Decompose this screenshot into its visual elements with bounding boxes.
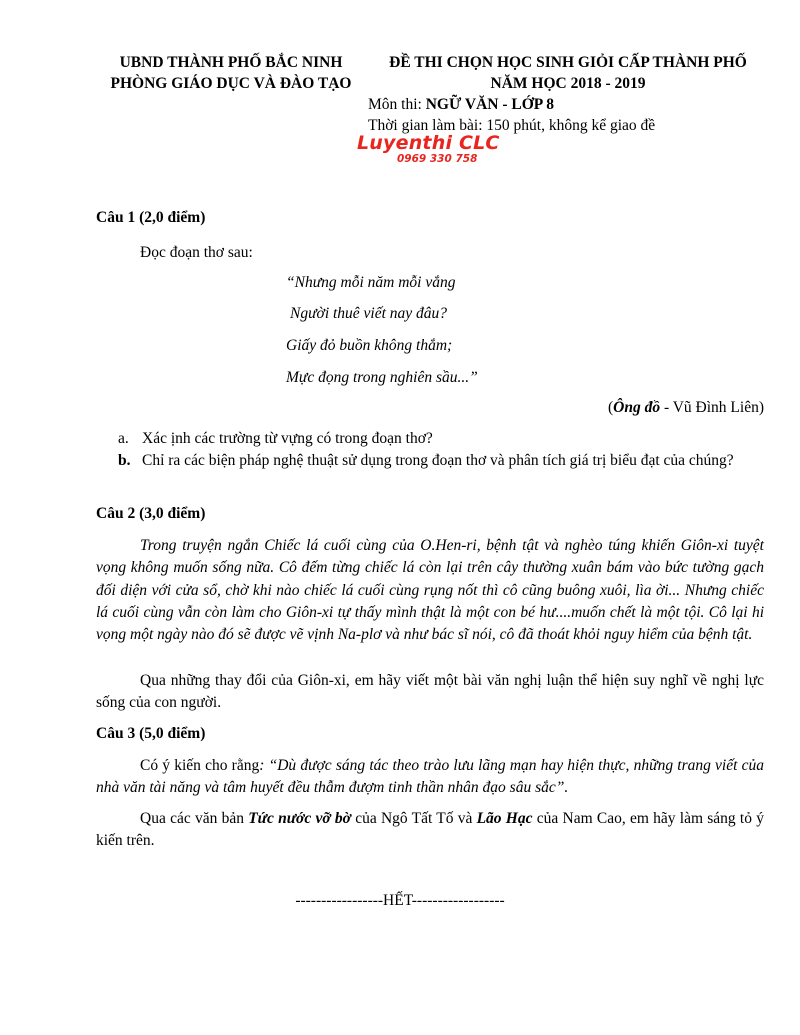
q3-work-1: Tức nước vỡ bờ bbox=[248, 810, 351, 827]
subject-label: Môn thi: bbox=[368, 96, 426, 113]
watermark-phone: 0969 330 758 bbox=[397, 153, 478, 165]
authority-line-1: UBND THÀNH PHỐ BẮC NINH bbox=[119, 54, 343, 71]
q3-intro: Có ý kiến cho rằng bbox=[140, 757, 260, 774]
q3-title: Câu 3 (5,0 điểm) bbox=[96, 725, 206, 742]
q2-passage: Trong truyện ngắn Chiếc lá cuối cùng của O.Hen-ri, bệnh tật và nghèo túng khiến Giôn-xi tuyệt vọng không muốn sống nữa. Cô đếm từng chiếc lá còn lại trên cây thường xuân bám vào bức tường gạch đối diện với cửa sổ, chờ khi nào chiếc lá cuối cùng rụng nốt thì cô cũng buông xuôi, lìa ời... Nhưng chiếc lá cuối cùng vẫn còn làm cho Giôn-xi tự thấy mình thật là một con bé hư....muốn chết là một tội. Cô lại hi vọng một ngày nào đó sẽ được vẽ vịnh Na-plơ và như bác sĩ nói, cô đã thoát khỏi nguy hiểm của bệnh tật. bbox=[96, 537, 764, 644]
authority-line-2: PHÒNG GIÁO DỤC VÀ ĐÀO TẠO bbox=[110, 75, 352, 92]
poem-line-1: “Nhưng mỗi năm mỗi vắng bbox=[286, 274, 456, 291]
q3-task-part-2: của Ngô Tất Tố và bbox=[350, 810, 477, 827]
q1-a-label: a. bbox=[118, 430, 129, 447]
q1-intro: Đọc đoạn thơ sau: bbox=[140, 244, 253, 261]
q1-a-text: Xác ịnh các trường từ vựng có trong đoạn thơ? bbox=[142, 430, 433, 447]
q3-task-part-1: Qua các văn bản bbox=[140, 810, 249, 827]
watermark-stamp bbox=[357, 133, 500, 165]
q3-task-part-3: của Nam Cao, em hãy làm sáng tỏ ý kiến trên. bbox=[96, 810, 764, 849]
q3-task bbox=[96, 808, 764, 852]
q3-quote: “Dù được sáng tác theo trào lưu lãng mạn hay hiện thực, những trang viết của nhà văn tài năng và tâm huyết đều thẫm đượm tinh thần nhân đạo sâu sắc”. bbox=[96, 757, 764, 796]
poem-line-4: Mực đọng trong nghiên sầu...” bbox=[286, 369, 478, 386]
school-year: NĂM HỌC 2018 - 2019 bbox=[490, 75, 646, 92]
exam-title: ĐỀ THI CHỌN HỌC SINH GIỎI CẤP THÀNH PHỐ bbox=[389, 54, 747, 71]
q1-b-label: b. bbox=[118, 452, 131, 469]
issuing-authority bbox=[86, 52, 376, 94]
source-author: - Vũ Đình Liên) bbox=[660, 399, 764, 416]
q3-work-2: Lão Hạc bbox=[476, 810, 533, 827]
q2-title: Câu 2 (3,0 điểm) bbox=[96, 505, 206, 522]
exam-subject bbox=[368, 94, 768, 115]
exam-time: Thời gian làm bài: 150 phút, không kể giao đề bbox=[368, 117, 656, 134]
source-open: ( bbox=[607, 399, 614, 416]
q3-colon: : bbox=[259, 757, 269, 774]
end-marker: -----------------HẾT------------------ bbox=[295, 892, 505, 909]
q2-task: Qua những thay đổi của Giôn-xi, em hãy viết một bài văn nghị luận thể hiện suy nghĩ về nghị lực sống của con người. bbox=[96, 672, 764, 711]
poem-source bbox=[608, 397, 764, 419]
subject-value: NGỮ VĂN - LỚP 8 bbox=[425, 96, 555, 113]
q1-title: Câu 1 (2,0 điểm) bbox=[96, 209, 206, 226]
q3-opinion bbox=[96, 755, 764, 799]
source-title: Ông đồ bbox=[613, 399, 661, 416]
poem-line-2: Người thuê viết nay đâu? bbox=[290, 305, 448, 322]
watermark-name: Luyenthi CLC bbox=[357, 132, 500, 154]
q1-b-text: Chỉ ra các biện pháp nghệ thuật sử dụng trong đoạn thơ và phân tích giá trị biểu đạt của chúng? bbox=[142, 452, 734, 469]
exam-heading bbox=[368, 52, 768, 136]
poem-line-3: Giấy đỏ buồn không thắm; bbox=[286, 337, 453, 354]
